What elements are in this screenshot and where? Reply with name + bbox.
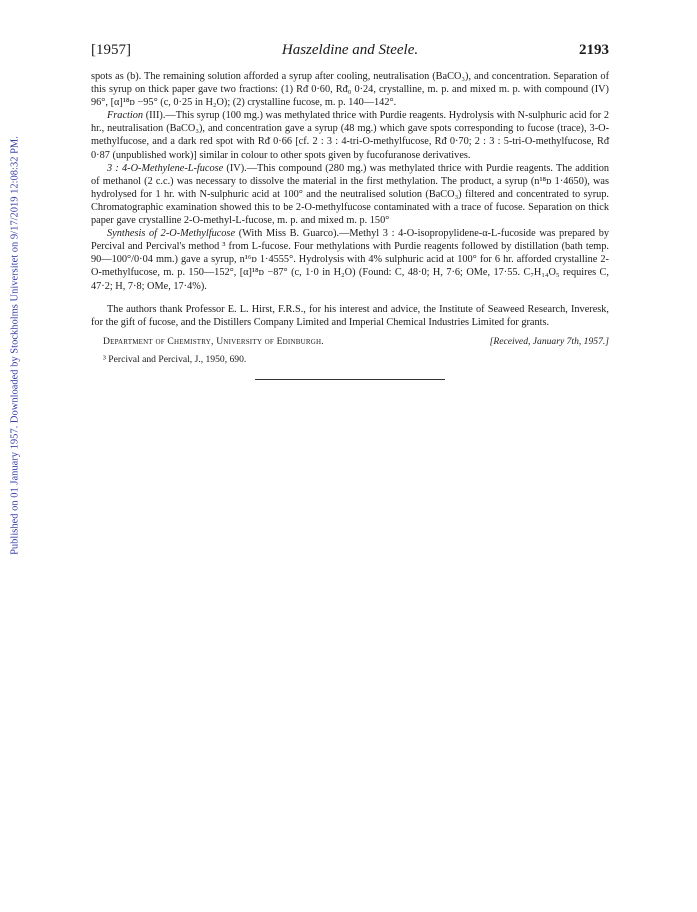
download-watermark-text: Published on 01 January 1957. Downloaded by Stockholms Universitet on 9/17/2019 12:08:32 PM. — [9, 136, 21, 555]
article-body — [91, 70, 609, 329]
page-number: 2193 — [579, 42, 609, 58]
paragraph-synthesis — [91, 227, 609, 292]
received-date: [Received, January 7th, 1957.] — [489, 335, 609, 347]
section-lead-synthesis: Synthesis of 2-O-Methylfucose — [107, 228, 236, 240]
department-affiliation: Department of Chemistry, University of Edinburgh. — [103, 335, 324, 347]
paragraph-fraction-iii — [91, 109, 609, 161]
paragraph-synthesis-text: (With Miss B. Guarco).—Methyl 3 : 4-O-isopropylidene-α-L-fucoside was prepared by Percival and Percival's method ³ from L-fucose. Four methylations with Purdie reagents followed by distillation (bath temp. 90—100°/0·04 mm.) gave a syrup, n¹⁶ᴅ 1·4555°. Hydrolysis with 4% sulphuric acid at 100° for 6 hr. afforded crystalline 2-O-methylfucose, m. p. 150—152°, [α]¹⁸ᴅ −87° (c, 1·0 in H₂O) (Found: C, 48·0; H, 7·6; OMe, 17·55. C₇H₁₄O₅ requires C, 47·2; H, 7·8; OMe, 17·4%). — [91, 228, 609, 292]
section-lead-fraction: Fraction — [107, 110, 144, 122]
download-watermark — [0, 0, 21, 700]
journal-year: [1957] — [91, 42, 131, 58]
article-running-title: Haszeldine and Steele. — [281, 42, 419, 58]
paragraph-methylene-fucose-text: (IV).—This compound (280 mg.) was methylated thrice with Purdie reagents. The addition of methanol (2 c.c.) was necessary to dissolve the material in the first methylation. The product, a syrup (n¹⁸ᴅ 1·4650), was hydrolysed for 1 hr. with N-sulphuric acid at 100° and the neutralised solution (BaCO₃) filtered and concentrated to syrup. Chromatographic examination showed this to be 2-O-methylfucose contaminated with a trace of fucose. Separation on thick paper gave crystalline 2-O-methyl-L-fucose, m. p. and mixed m. p. 150° — [91, 162, 609, 227]
affiliation-line — [91, 336, 609, 350]
paragraph-continued: spots as (b). The remaining solution afforded a syrup after cooling, neutralisation (BaCO₃), and concentration. Separation of this syrup on thick paper gave two fractions: (1) Rᵭ 0·60, Rᵭ₀ 0·24, crystalline, m. p. and mixed m. p. with compound (IV) 96°, [α]¹⁸ᴅ −95° (c, 0·25 in H₂O); (2) crystalline fucose, m. p. 140—142°. — [91, 71, 609, 109]
journal-page — [91, 42, 609, 380]
acknowledgements: The authors thank Professor E. L. Hirst, F.R.S., for his interest and advice, the Institute of Seaweed Research, Inveresk, for the gift of fucose, and the Distillers Company Limited and Imperial Chemical Industries Limited for grants. — [91, 303, 609, 328]
reference-footnote: ³ Percival and Percival, J., 1950, 690. — [103, 353, 247, 365]
running-head — [91, 42, 609, 64]
paragraph-methylene-fucose — [91, 162, 609, 227]
section-lead-methylene-fucose: 3 : 4-O-Methylene-L-fucose — [107, 162, 224, 174]
paragraph-fraction-iii-text: (III).—This syrup (100 mg.) was methylated thrice with Purdie reagents. Hydrolysis with N-sulphuric acid for 2 hr., neutralisation (BaCO₃), and concentration gave a syrup (48 mg.) which gave spots corresponding to fucose (trace), 3-O-methylfucose, and a dark red spot with Rᵭ 0·66 [cf. 2 : 3 : 4-tri-O-methylfucose, Rᵭ 0·70; 2 : 3 : 5-tri-O-methylfucose, Rᵭ 0·87 (unpublished work)] similar in colour to other spots given by fucofuranose derivatives. — [91, 110, 609, 161]
end-rule — [255, 379, 445, 380]
